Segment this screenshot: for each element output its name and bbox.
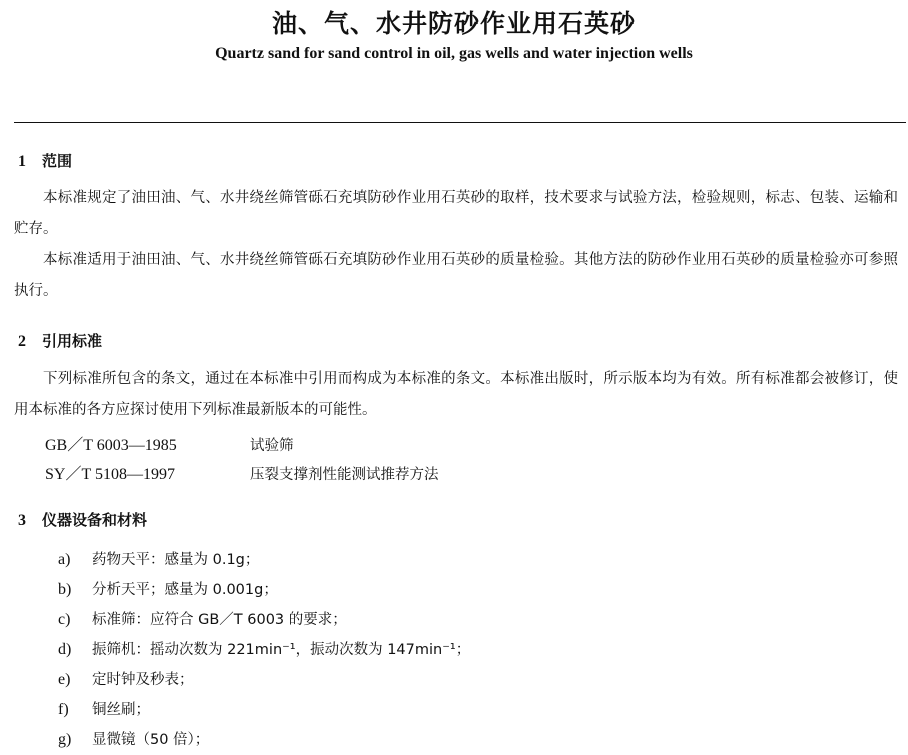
paragraph-scope-2: 本标准适用于油田油、气、水井绕丝筛管砾石充填防砂作业用石英砂的质量检验。其他方法的防砂作业用石英砂的质量检验亦可参照执行。	[14, 252, 898, 299]
reference-code: GB／T 6003—1985	[45, 437, 177, 454]
list-item	[58, 698, 150, 719]
list-item-text: 显微镜（50 倍）；	[92, 732, 210, 748]
list-item-label: e)	[58, 671, 71, 688]
list-item-text: 分析天平；感量为 0.001g；	[92, 582, 278, 598]
list-item	[58, 668, 194, 689]
list-item	[58, 638, 470, 659]
list-item-label: c)	[58, 611, 71, 628]
section-number: 2	[18, 333, 26, 350]
list-item-label: a)	[58, 551, 71, 568]
list-item-label: b)	[58, 581, 72, 598]
list-item	[58, 578, 278, 599]
reference-item	[45, 432, 294, 455]
list-item-text: 振筛机：摇动次数为 221min⁻¹，振动次数为 147min⁻¹；	[92, 642, 471, 658]
reference-name: 试验筛	[250, 438, 294, 454]
list-item	[58, 548, 259, 569]
list-item-label: g)	[58, 731, 72, 748]
list-item-label: f)	[58, 701, 69, 718]
section-number: 1	[18, 153, 26, 170]
paragraph-scope-1: 本标准规定了油田油、气、水井绕丝筛管砾石充填防砂作业用石英砂的取样，技术要求与试验方法，检验规则，标志、包装、运输和贮存。	[14, 190, 898, 237]
list-item-text: 标准筛：应符合 GB／T 6003 的要求；	[92, 612, 347, 628]
document-title: 油、气、水井防砂作业用石英砂	[271, 9, 636, 38]
list-item-text: 铜丝刷；	[92, 702, 150, 718]
section-heading-scope	[18, 150, 72, 171]
reference-code: SY／T 5108—1997	[45, 466, 175, 483]
section-heading-equipment	[18, 509, 147, 530]
header-divider	[14, 122, 906, 123]
reference-item	[45, 461, 439, 484]
section-heading-references	[18, 330, 102, 351]
reference-name: 压裂支撑剂性能测试推荐方法	[250, 467, 439, 483]
section-title: 范围	[42, 152, 73, 170]
list-item	[58, 608, 347, 629]
section-title: 仪器设备和材料	[42, 511, 148, 529]
section-title: 引用标准	[42, 332, 103, 350]
list-item	[58, 728, 209, 749]
list-item-text: 药物天平：感量为 0.1g；	[92, 552, 260, 568]
paragraph-references: 下列标准所包含的条文，通过在本标准中引用而构成为本标准的条文。本标准出版时，所示版本均为有效。所有标准都会被修订，使用本标准的各方应探讨使用下列标准最新版本的可能性。	[14, 371, 898, 418]
section-number: 3	[18, 512, 26, 529]
list-item-label: d)	[58, 641, 72, 658]
list-item-text: 定时钟及秒表；	[92, 672, 194, 688]
document-title-english: Quartz sand for sand control in oil, gas wells and water injection wells	[215, 45, 693, 62]
